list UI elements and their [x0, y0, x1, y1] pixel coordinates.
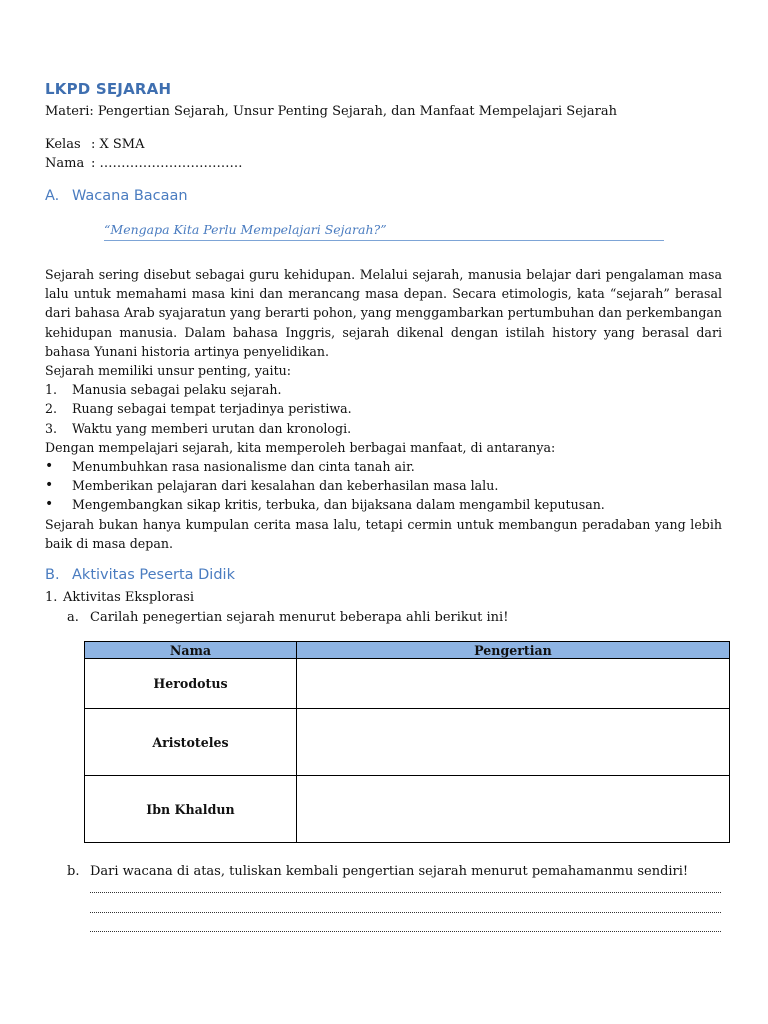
section-b-letter: B.	[45, 567, 60, 583]
task-a: a. Carilah penegertian sejarah menurut beberapa ahli berikut ini!	[67, 610, 509, 625]
reading-text	[45, 265, 722, 553]
section-a-heading	[45, 188, 188, 204]
bullet-icon: •	[45, 477, 54, 494]
list-item: • Mengembangkan sikap kritis, terbuka, dan bijaksana dalam mengambil keputusan.	[45, 495, 722, 514]
kelas-value: : X SMA	[91, 137, 145, 152]
header-pengertian: Pengertian	[297, 642, 730, 659]
list-item: 2. Ruang sebagai tempat terjadinya peristiwa.	[45, 401, 352, 417]
page-title: LKPD SEJARAH	[45, 80, 172, 98]
activity-title: 1. Aktivitas Eksplorasi	[45, 590, 195, 605]
list-item: • Menumbuhkan rasa nasionalisme dan cinta tanah air.	[45, 457, 722, 476]
definition-cell[interactable]	[297, 709, 730, 776]
expert-name: Ibn Khaldun	[85, 776, 297, 843]
reading-paragraph: Sejarah sering disebut sebagai guru kehidupan. Melalui sejarah, manusia belajar dari pengalaman masa lalu untuk memahami masa kini dan merancang masa depan. Secara etimologis, kata “sejarah” berasal dari bahasa Arab syajaratun yang berarti pohon, yang menggambarkan pertumbuhan dan perkembangan kehidupan manusia. Dalam bahasa Inggris, sejarah dikenal dengan istilah history yang berasal dari bahasa Yunani historia artinya penyelidikan.	[45, 267, 722, 359]
closing-paragraph: Sejarah bukan hanya kumpulan cerita masa lalu, tetapi cermin untuk membangun peradaban yang lebih baik di masa depan.	[45, 516, 722, 551]
experts-table	[84, 641, 730, 843]
nama-value: : ……………………………	[91, 156, 243, 171]
table-row	[85, 776, 730, 843]
kelas-row	[45, 137, 145, 153]
section-b-title: Aktivitas Peserta Didik	[72, 567, 235, 583]
materi-line: Materi: Pengertian Sejarah, Unsur Penting Sejarah, dan Manfaat Mempelajari Sejarah	[45, 104, 618, 119]
unsur-intro: Sejarah memiliki unsur penting, yaitu:	[45, 363, 291, 379]
table-header-row	[85, 642, 730, 659]
task-b: b. Dari wacana di atas, tuliskan kembali pengertian sejarah menurut pemahamanmu sendiri!	[67, 864, 689, 879]
reading-subtitle: “Mengapa Kita Perlu Mempelajari Sejarah?”	[104, 222, 664, 241]
table-row	[85, 709, 730, 776]
expert-name: Aristoteles	[85, 709, 297, 776]
list-item: 1. Manusia sebagai pelaku sejarah.	[45, 382, 282, 398]
list-item: • Memberikan pelajaran dari kesalahan dan keberhasilan masa lalu.	[45, 476, 722, 495]
bullet-icon: •	[45, 458, 54, 475]
definition-cell[interactable]	[297, 659, 730, 709]
section-a-title: Wacana Bacaan	[72, 188, 188, 204]
manfaat-intro: Dengan mempelajari sejarah, kita memperoleh berbagai manfaat, di antaranya:	[45, 439, 556, 455]
answer-line[interactable]	[90, 911, 721, 913]
nama-label: Nama	[45, 156, 85, 171]
list-item: 3. Waktu yang memberi urutan dan kronologi.	[45, 420, 352, 436]
section-a-letter: A.	[45, 188, 60, 204]
bullet-icon: •	[45, 496, 54, 513]
expert-name: Herodotus	[85, 659, 297, 709]
answer-line[interactable]	[90, 930, 721, 932]
nama-row	[45, 156, 243, 172]
answer-line[interactable]	[90, 891, 721, 893]
section-b-heading	[45, 567, 235, 583]
header-nama: Nama	[85, 642, 297, 659]
kelas-label: Kelas	[45, 137, 81, 152]
table-row	[85, 659, 730, 709]
definition-cell[interactable]	[297, 776, 730, 843]
